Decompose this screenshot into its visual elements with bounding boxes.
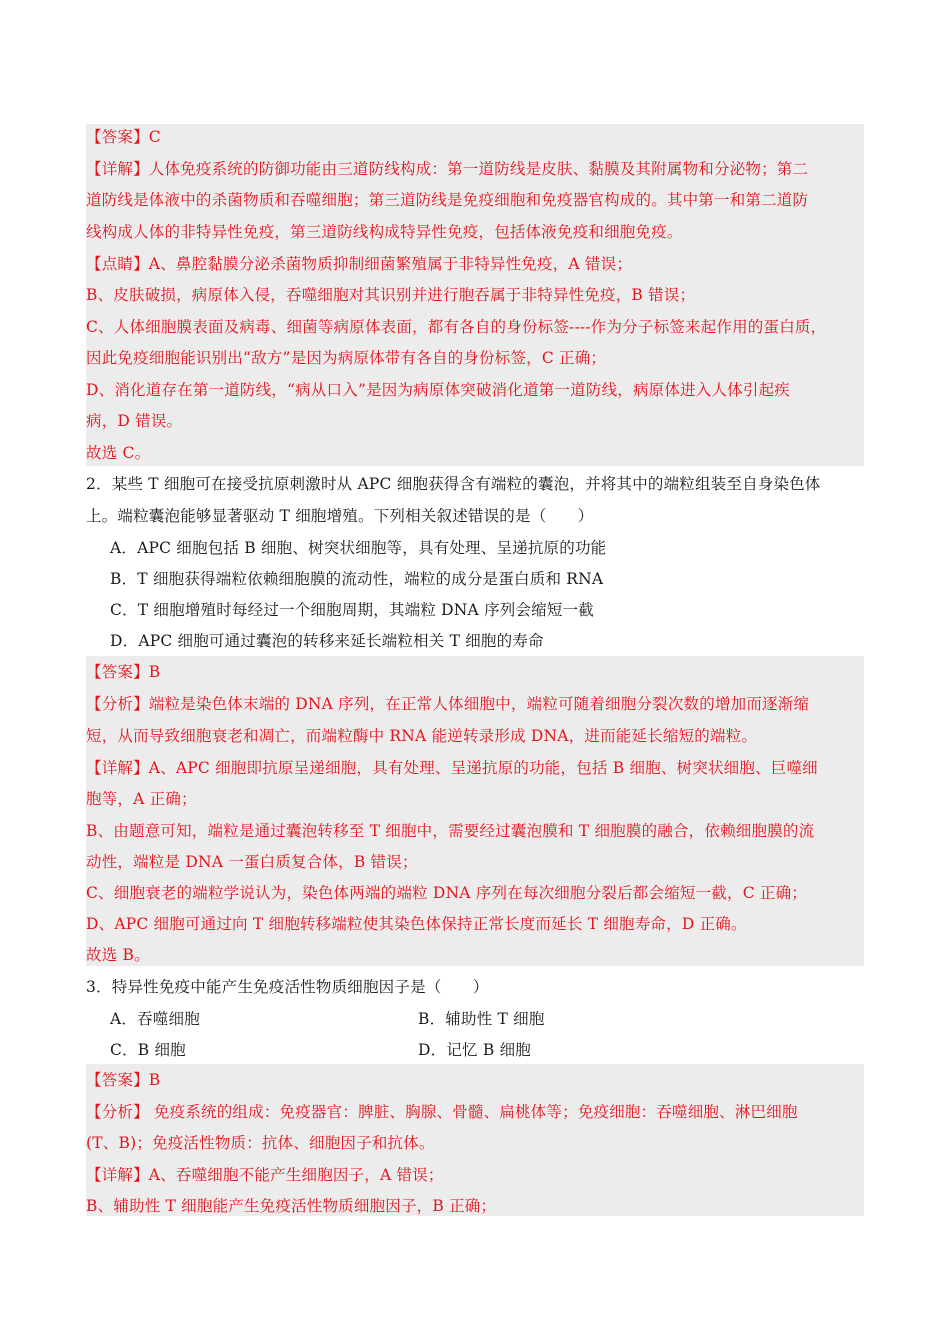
option-c: C．T 细胞增殖时每经过一个细胞周期，其端粒 DNA 序列会缩短一截	[110, 601, 594, 619]
explanation-line: D、消化道存在第一道防线，“病从口入”是因为病原体突破消化道第一道防线，病原体进入人体引起疾	[86, 381, 790, 399]
explanation-line: 胞等，A 正确；	[86, 790, 197, 808]
explanation-line: B、由题意可知，端粒是通过囊泡转移至 T 细胞中，需要经过囊泡膜和 T 细胞膜的融合，依赖细胞膜的流	[86, 822, 815, 840]
explanation-line: 动性，端粒是 DNA 一蛋白质复合体，B 错误；	[86, 853, 418, 871]
answer-line: 【答案】C	[86, 128, 161, 146]
analysis-line: (T、B)；免疫活性物质：抗体、细胞因子和抗体。	[86, 1134, 435, 1152]
explanation-line: B、皮肤破损，病原体入侵，吞噬细胞对其识别并进行胞吞属于非特异性免疫，B 错误；	[86, 286, 696, 304]
analysis-line: 【分析】 免疫系统的组成：免疫器官：脾脏、胸腺、骨髓、扁桃体等；免疫细胞：吞噬细胞、淋巴细胞	[86, 1103, 798, 1121]
analysis-line: 短，从而导致细胞衰老和凋亡，而端粒酶中 RNA 能逆转录形成 DNA，进而能延长缩短的端粒。	[86, 727, 758, 745]
explanation-line: B、辅助性 T 细胞能产生免疫活性物质细胞因子，B 正确；	[86, 1197, 497, 1215]
option-b: B．辅助性 T 细胞	[418, 1010, 545, 1028]
explanation-line: 因此免疫细胞能识别出“敌方”是因为病原体带有各自的身份标签，C 正确；	[86, 349, 607, 367]
option-c: C．B 细胞	[110, 1041, 186, 1059]
explanation-line: 【详解】人体免疫系统的防御功能由三道防线构成：第一道防线是皮肤、黏膜及其附属物和分泌物；第二	[86, 160, 809, 178]
explanation-line: C、细胞衰老的端粒学说认为，染色体两端的端粒 DNA 序列在每次细胞分裂后都会缩短一截，C 正确；	[86, 884, 807, 902]
explanation-line: 线构成人体的非特异性免疫，第三道防线构成特异性免疫，包括体液免疫和细胞免疫。	[86, 223, 683, 241]
question-stem: 上。端粒囊泡能够显著驱动 T 细胞增殖。下列相关叙述错误的是（ ）	[86, 507, 594, 525]
answer-line: 【答案】B	[86, 663, 161, 681]
option-b: B．T 细胞获得端粒依赖细胞膜的流动性，端粒的成分是蛋白质和 RNA	[110, 570, 604, 588]
explanation-line: 病，D 错误。	[86, 412, 183, 430]
analysis-line: 【分析】端粒是染色体末端的 DNA 序列，在正常人体细胞中，端粒可随着细胞分裂次数的增加而逐渐缩	[86, 695, 810, 713]
explanation-line: 道防线是体液中的杀菌物质和吞噬细胞；第三道防线是免疫细胞和免疫器官构成的。其中第一和第二道防	[86, 191, 809, 209]
explanation-line: 【详解】A、APC 细胞即抗原呈递细胞，具有处理、呈递抗原的功能，包括 B 细胞、树突状细胞、巨噬细	[86, 759, 818, 777]
option-a: A．APC 细胞包括 B 细胞、树突状细胞等，具有处理、呈递抗原的功能	[110, 539, 607, 557]
option-d: D．记忆 B 细胞	[418, 1041, 531, 1059]
explanation-line: 【详解】A、吞噬细胞不能产生细胞因子，A 错误；	[86, 1166, 444, 1184]
question-stem: 2．某些 T 细胞可在接受抗原刺激时从 APC 细胞获得含有端粒的囊泡，并将其中的端粒组装至自身染色体	[86, 475, 821, 493]
option-d: D．APC 细胞可通过囊泡的转移来延长端粒相关 T 细胞的寿命	[110, 632, 544, 650]
option-a: A．吞噬细胞	[110, 1010, 200, 1028]
conclusion-line: 故选 B。	[86, 946, 150, 964]
answer-line: 【答案】B	[86, 1071, 161, 1089]
question-stem: 3．特异性免疫中能产生免疫活性物质细胞因子是（ ）	[86, 978, 489, 996]
conclusion-line: 故选 C。	[86, 444, 151, 462]
explanation-line: C、人体细胞膜表面及病毒、细菌等病原体表面，都有各自的身份标签----作为分子标签来起作用的蛋白质，	[86, 318, 827, 336]
explanation-line: D、APC 细胞可通过向 T 细胞转移端粒使其染色体保持正常长度而延长 T 细胞寿命，D 正确。	[86, 915, 747, 933]
explanation-line: 【点睛】A、鼻腔黏膜分泌杀菌物质抑制细菌繁殖属于非特异性免疫，A 错误；	[86, 255, 633, 273]
